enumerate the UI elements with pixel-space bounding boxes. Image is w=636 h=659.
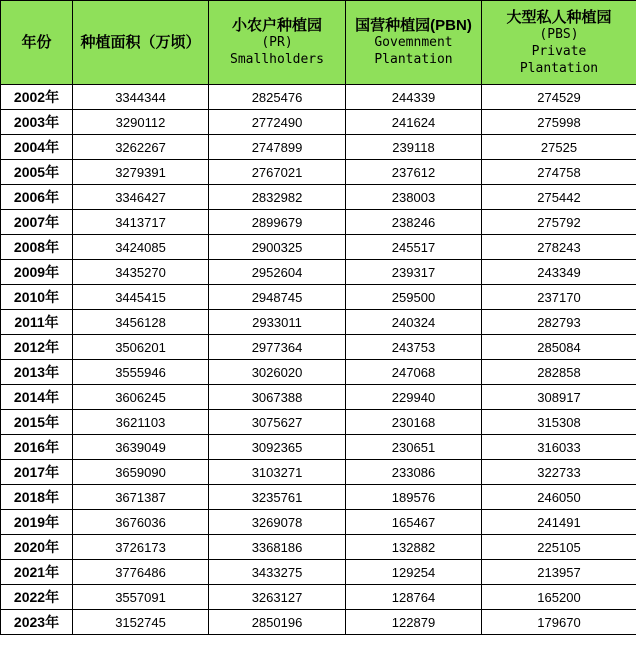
- cell-year: 2002年: [1, 85, 73, 110]
- cell-year: 2004年: [1, 135, 73, 160]
- cell-pbn: 132882: [346, 535, 482, 560]
- table-row: [1, 360, 636, 385]
- cell-pbs: 315308: [482, 410, 636, 435]
- table-row: [1, 460, 636, 485]
- cell-area: 3606245: [73, 385, 209, 410]
- table-row: [1, 110, 636, 135]
- cell-year: 2009年: [1, 260, 73, 285]
- header-pbs-cn: 大型私人种植园: [506, 8, 612, 26]
- cell-pr: 3103271: [209, 460, 346, 485]
- cell-year: 2021年: [1, 560, 73, 585]
- header-area-label: 种植面积（万顷）: [80, 34, 201, 51]
- table-row: [1, 535, 636, 560]
- cell-area: 3152745: [73, 610, 209, 635]
- cell-area: 3344344: [73, 85, 209, 110]
- cell-pbn: 239118: [346, 135, 482, 160]
- cell-pbn: 189576: [346, 485, 482, 510]
- cell-pbs: 246050: [482, 485, 636, 510]
- cell-area: 3279391: [73, 160, 209, 185]
- table-row: [1, 135, 636, 160]
- cell-year: 2022年: [1, 585, 73, 610]
- table-row: [1, 160, 636, 185]
- cell-pbs: 274758: [482, 160, 636, 185]
- table-row: [1, 85, 636, 110]
- cell-pbn: 241624: [346, 110, 482, 135]
- cell-pbn: 238246: [346, 210, 482, 235]
- cell-pbn: 229940: [346, 385, 482, 410]
- cell-pbn: 259500: [346, 285, 482, 310]
- cell-pbs: 282793: [482, 310, 636, 335]
- cell-year: 2007年: [1, 210, 73, 235]
- cell-year: 2013年: [1, 360, 73, 385]
- cell-area: 3413717: [73, 210, 209, 235]
- header-pbs-en1: Private: [531, 43, 587, 59]
- cell-pr: 2900325: [209, 235, 346, 260]
- cell-pr: 2977364: [209, 335, 346, 360]
- header-pbs-abbr: (PBS): [539, 26, 579, 42]
- table-row: [1, 485, 636, 510]
- cell-pr: 2832982: [209, 185, 346, 210]
- cell-pr: 3026020: [209, 360, 346, 385]
- table-row: [1, 510, 636, 535]
- cell-pbn: 243753: [346, 335, 482, 360]
- cell-area: 3290112: [73, 110, 209, 135]
- cell-year: 2003年: [1, 110, 73, 135]
- header-year-label: 年份: [21, 34, 52, 51]
- table-row: [1, 210, 636, 235]
- table-row: [1, 260, 636, 285]
- cell-pbn: 244339: [346, 85, 482, 110]
- header-pbn-cn: 国营种植园(PBN): [355, 17, 472, 34]
- cell-area: 3262267: [73, 135, 209, 160]
- table-row: [1, 285, 636, 310]
- cell-pr: 3368186: [209, 535, 346, 560]
- cell-area: 3557091: [73, 585, 209, 610]
- cell-pbn: 239317: [346, 260, 482, 285]
- cell-pbn: 240324: [346, 310, 482, 335]
- cell-pr: 3067388: [209, 385, 346, 410]
- cell-pbn: 165467: [346, 510, 482, 535]
- cell-pr: 3075627: [209, 410, 346, 435]
- cell-pbn: 247068: [346, 360, 482, 385]
- cell-pr: 2825476: [209, 85, 346, 110]
- cell-area: 3671387: [73, 485, 209, 510]
- cell-pbs: 322733: [482, 460, 636, 485]
- header-pbn: [346, 1, 482, 85]
- cell-year: 2016年: [1, 435, 73, 460]
- cell-pr: 2767021: [209, 160, 346, 185]
- header-pr: [209, 1, 346, 85]
- cell-pbn: 230168: [346, 410, 482, 435]
- cell-pbn: 245517: [346, 235, 482, 260]
- cell-pbs: 241491: [482, 510, 636, 535]
- cell-pbs: 274529: [482, 85, 636, 110]
- cell-pr: 3235761: [209, 485, 346, 510]
- cell-year: 2023年: [1, 610, 73, 635]
- table-row: [1, 610, 636, 635]
- cell-pbs: 165200: [482, 585, 636, 610]
- cell-area: 3676036: [73, 510, 209, 535]
- header-year: [1, 1, 73, 85]
- cell-pbs: 278243: [482, 235, 636, 260]
- cell-area: 3506201: [73, 335, 209, 360]
- cell-area: 3346427: [73, 185, 209, 210]
- header-pbn-en2: Plantation: [374, 52, 453, 67]
- cell-pbs: 179670: [482, 610, 636, 635]
- table-row: [1, 310, 636, 335]
- header-pbs-en2: Plantation: [519, 60, 599, 76]
- cell-pr: 2899679: [209, 210, 346, 235]
- cell-area: 3726173: [73, 535, 209, 560]
- cell-pr: 3269078: [209, 510, 346, 535]
- cell-pbs: 316033: [482, 435, 636, 460]
- header-pr-en: Smallholders: [230, 52, 324, 67]
- cell-pr: 2952604: [209, 260, 346, 285]
- cell-pbs: 285084: [482, 335, 636, 360]
- header-pbs: [482, 1, 636, 85]
- cell-pbs: 275792: [482, 210, 636, 235]
- cell-year: 2019年: [1, 510, 73, 535]
- cell-area: 3621103: [73, 410, 209, 435]
- table-row: [1, 410, 636, 435]
- cell-pbs: 243349: [482, 260, 636, 285]
- table-row: [1, 585, 636, 610]
- cell-year: 2008年: [1, 235, 73, 260]
- cell-year: 2020年: [1, 535, 73, 560]
- header-pr-cn: 小农户种植园: [231, 17, 322, 34]
- table-row: [1, 335, 636, 360]
- cell-pbn: 233086: [346, 460, 482, 485]
- cell-pr: 3092365: [209, 435, 346, 460]
- table-header: [1, 1, 636, 85]
- cell-area: 3555946: [73, 360, 209, 385]
- cell-pbn: 238003: [346, 185, 482, 210]
- cell-pr: 2850196: [209, 610, 346, 635]
- cell-year: 2012年: [1, 335, 73, 360]
- cell-pr: 3263127: [209, 585, 346, 610]
- header-row: [1, 1, 636, 85]
- cell-pbs: 225105: [482, 535, 636, 560]
- cell-pbs: 308917: [482, 385, 636, 410]
- header-pbn-en1: Govemnment: [374, 35, 453, 50]
- cell-area: 3776486: [73, 560, 209, 585]
- cell-year: 2005年: [1, 160, 73, 185]
- cell-year: 2010年: [1, 285, 73, 310]
- cell-pbs: 213957: [482, 560, 636, 585]
- cell-year: 2014年: [1, 385, 73, 410]
- cell-pbs: 275442: [482, 185, 636, 210]
- table-body: [1, 85, 636, 635]
- cell-pr: 2772490: [209, 110, 346, 135]
- cell-pbs: 27525: [482, 135, 636, 160]
- cell-area: 3435270: [73, 260, 209, 285]
- table-row: [1, 560, 636, 585]
- cell-pbs: 282858: [482, 360, 636, 385]
- cell-year: 2017年: [1, 460, 73, 485]
- cell-area: 3424085: [73, 235, 209, 260]
- cell-pbn: 230651: [346, 435, 482, 460]
- cell-pr: 2747899: [209, 135, 346, 160]
- cell-area: 3659090: [73, 460, 209, 485]
- cell-year: 2011年: [1, 310, 73, 335]
- cell-pr: 3433275: [209, 560, 346, 585]
- cell-pr: 2948745: [209, 285, 346, 310]
- table-row: [1, 185, 636, 210]
- cell-area: 3639049: [73, 435, 209, 460]
- cell-pbn: 122879: [346, 610, 482, 635]
- cell-pbn: 128764: [346, 585, 482, 610]
- table-row: [1, 385, 636, 410]
- header-pr-abbr: (PR): [261, 35, 293, 50]
- cell-area: 3445415: [73, 285, 209, 310]
- cell-year: 2006年: [1, 185, 73, 210]
- cell-year: 2015年: [1, 410, 73, 435]
- header-area: [73, 1, 209, 85]
- cell-pbn: 237612: [346, 160, 482, 185]
- cell-pbs: 237170: [482, 285, 636, 310]
- cell-pr: 2933011: [209, 310, 346, 335]
- cell-year: 2018年: [1, 485, 73, 510]
- cell-pbn: 129254: [346, 560, 482, 585]
- table-row: [1, 235, 636, 260]
- cell-area: 3456128: [73, 310, 209, 335]
- table-row: [1, 435, 636, 460]
- cell-pbs: 275998: [482, 110, 636, 135]
